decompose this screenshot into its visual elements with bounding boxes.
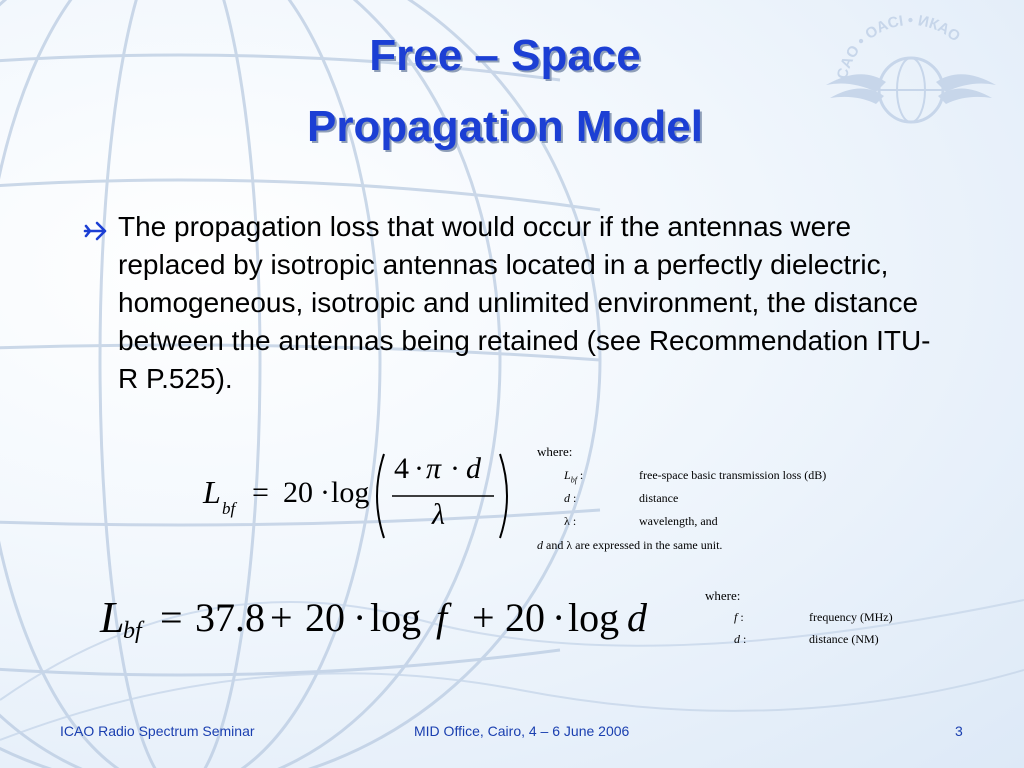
f1-num-dot2: · (450, 452, 460, 485)
f2-def-colon: : (737, 610, 744, 624)
f1-num-dot1: · (414, 452, 424, 485)
f2-where-block (705, 588, 945, 652)
airplane-icon (82, 218, 108, 244)
f1-num-four: 4 (394, 452, 409, 485)
footer-center: MID Office, Cairo, 4 – 6 June 2006 (414, 723, 630, 739)
f1-def-desc: free-space basic transmission loss (dB) (639, 468, 827, 482)
footer-page-number: 3 (955, 723, 963, 739)
f2-def-colon: : (740, 632, 747, 646)
f2-log2: log (568, 595, 620, 640)
f1-num-pi: π (426, 452, 442, 485)
f1-denominator: λ (432, 498, 445, 531)
f2-equals: = (160, 595, 183, 640)
f1-equals: = (252, 476, 269, 509)
slide-title-line2: Propagation Model (307, 102, 703, 151)
f2-def-symbol: f (734, 610, 738, 624)
f2-def-symbol: d (734, 632, 740, 646)
f1-def-row (564, 514, 576, 529)
f2-lhs-subscript: bf (123, 618, 142, 644)
f1-def-symbol: λ (564, 514, 570, 528)
f1-dot: · (320, 476, 330, 509)
f1-where-block (537, 444, 897, 559)
f1-num-d: d (466, 452, 481, 485)
f1-def-symbol: L (564, 468, 571, 482)
f2-var-d: d (627, 595, 647, 640)
f2-lhs-symbol: L (100, 593, 125, 642)
f1-def-desc: wavelength, and (639, 514, 718, 528)
f2-where-heading: where: (705, 588, 741, 603)
f1-def-subscript: bf (570, 475, 577, 485)
f1-log: log (331, 476, 370, 509)
bullet-text: The propagation loss that would occur if the antennas were replaced by isotropic antennas located in a perfectly dielectric, homogeneous, isotropic and unlimited environment, the distance between the antennas being retained (see Recommendation ITU-R P.525). (118, 211, 931, 394)
f2-plus2: + (472, 595, 495, 640)
f1-lhs-symbol: L (203, 474, 221, 510)
f1-def-colon: : (570, 491, 577, 505)
f1-def-desc: distance (639, 491, 679, 505)
footer-left: ICAO Radio Spectrum Seminar (60, 723, 255, 739)
slide-title-line1: Free – Space (369, 31, 641, 80)
f1-where-note (537, 538, 722, 553)
f2-def-row (734, 610, 744, 625)
f1-coefficient: 20 (283, 476, 313, 509)
f2-def-row (734, 632, 746, 647)
f2-coefficient1: 20 (305, 595, 345, 640)
f1-def-colon: : (576, 468, 584, 482)
f1-note-text: and λ are expressed in the same unit. (543, 538, 723, 552)
f1-def-row (564, 468, 583, 484)
f2-def-desc: frequency (MHz) (809, 610, 893, 624)
logo-text: ICAO • OACI • ИКАО (833, 11, 964, 85)
f2-coefficient2: 20 (505, 595, 545, 640)
f2-plus1: + (270, 595, 293, 640)
f1-def-row (564, 491, 576, 506)
f1-def-colon: : (569, 514, 577, 528)
f2-constant: 37.8 (195, 595, 265, 640)
f2-dot2: · (552, 595, 566, 640)
f2-dot1: · (353, 595, 367, 640)
f2-var-f: f (436, 595, 448, 640)
f1-note-symbol: d (537, 538, 543, 552)
f2-def-desc: distance (NM) (809, 632, 879, 646)
f1-lhs-subscript: bf (222, 499, 236, 518)
f1-where-heading: where: (537, 444, 573, 459)
f2-log1: log (370, 595, 422, 640)
f1-def-symbol: d (564, 491, 570, 505)
